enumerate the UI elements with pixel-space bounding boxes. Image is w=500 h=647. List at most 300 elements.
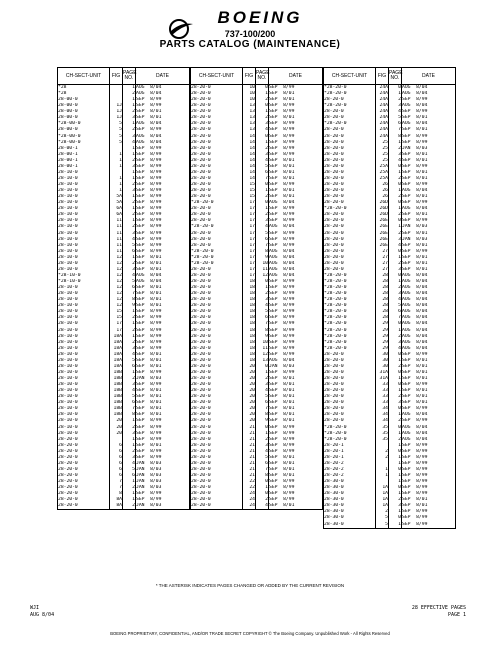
unit-cell: 28-30-0 (324, 491, 376, 497)
fig-cell: 20 (243, 400, 256, 406)
date-cell: SEP 8/99 (402, 443, 456, 449)
unit-cell: 28-20-0 (191, 231, 243, 237)
unit-cell: 28-20-0 (191, 346, 243, 352)
unit-cell: 28-20-0 (324, 152, 376, 158)
unit-cell: *28-20-0 (324, 437, 376, 443)
page-cell: 7 (123, 406, 136, 412)
page-cell: 4 (389, 243, 402, 249)
date-cell: SEP 8/99 (269, 425, 323, 431)
unit-cell: 28-20-2 (324, 467, 376, 473)
fig-cell: 18 (243, 321, 256, 327)
unit-cell: 28-20-0 (324, 218, 376, 224)
unit-cell: 28-20-0 (191, 443, 243, 449)
date-cell: SEP 8/99 (402, 382, 456, 388)
page-cell: 8 (123, 412, 136, 418)
fig-cell: 12 (110, 291, 123, 297)
unit-cell: 28-20-0 (58, 491, 110, 497)
fig-cell: 6 (110, 443, 123, 449)
date-cell: SEP 8/01 (269, 461, 323, 467)
unit-cell: 28-20-0 (191, 152, 243, 158)
page-cell: 2 (123, 158, 136, 164)
page-cell: 0 (389, 449, 402, 455)
fig-cell: 15 (110, 315, 123, 321)
unit-cell: 28-20-0 (324, 261, 376, 267)
fig-cell: 20 (110, 425, 123, 431)
unit-cell: 28-20-0 (191, 127, 243, 133)
fig-cell: 18 (243, 352, 256, 358)
page-cell: 6 (389, 309, 402, 315)
fig-cell: 10 (243, 91, 256, 97)
fig-cell: 25A (376, 170, 389, 176)
date-cell: SEP 8/99 (269, 479, 323, 485)
unit-cell: 28-20-0 (58, 443, 110, 449)
fig-cell: 15 (243, 182, 256, 188)
fig-cell: 26E (376, 218, 389, 224)
unit-cell: 28-20-0 (191, 291, 243, 297)
unit-cell: 28-20-0 (324, 182, 376, 188)
unit-cell: 28-20-0 (191, 321, 243, 327)
fig-cell: 1A (376, 497, 389, 503)
fig-cell: 5 (110, 121, 123, 127)
fig-cell: 5A (110, 200, 123, 206)
unit-cell: 28-20-0 (324, 388, 376, 394)
fig-cell: 28 (376, 273, 389, 279)
date-cell: SEP 8/99 (136, 334, 190, 340)
unit-cell: *28-20-0 (324, 425, 376, 431)
unit-cell: *28-20-0 (324, 206, 376, 212)
col-header-page: PAGE NO. (389, 68, 402, 85)
unit-cell: 28-20-0 (191, 85, 243, 92)
unit-cell: 28-20-0 (191, 303, 243, 309)
page-cell: 7 (389, 127, 402, 133)
fig-cell: 12 (110, 273, 123, 279)
fig-cell: 5 (376, 515, 389, 521)
effective-pages-table (57, 67, 190, 510)
page-cell: 5 (123, 243, 136, 249)
date-cell: SEP 8/99 (402, 352, 456, 358)
date-cell: SEP 8/01 (136, 267, 190, 273)
page-cell: 0 (256, 182, 269, 188)
fig-cell: 17 (243, 261, 256, 267)
page-cell: 1 (389, 206, 402, 212)
date-cell: SEP 8/99 (269, 297, 323, 303)
date-cell: AUG 8/04 (402, 285, 456, 291)
page-cell: 0 (389, 218, 402, 224)
col-header-date: DATE (402, 68, 456, 85)
page-cell: 1 (123, 334, 136, 340)
fig-cell: 6 (110, 473, 123, 479)
fig-cell: 18B (110, 406, 123, 412)
page-cell: 2 (256, 146, 269, 152)
page-cell: 9 (256, 334, 269, 340)
date-cell: AUG 8/04 (269, 273, 323, 279)
fig-cell: 17 (243, 218, 256, 224)
date-cell: SEP 8/99 (402, 479, 456, 485)
fig-cell: 34 (376, 412, 389, 418)
date-cell: AUG 8/04 (402, 340, 456, 346)
page-cell: 7 (123, 291, 136, 297)
page-cell: 1 (123, 121, 136, 127)
fig-cell: 2 (376, 509, 389, 515)
unit-cell: *28-20-0 (324, 334, 376, 340)
fig-cell: 13 (243, 121, 256, 127)
fig-cell: 27 (376, 255, 389, 261)
fig-cell: 20 (243, 376, 256, 382)
unit-cell: 28-00-0 (58, 109, 110, 115)
date-cell: SEP 8/99 (136, 176, 190, 182)
date-cell: AUG 8/04 (402, 273, 456, 279)
date-cell: JAN 8/03 (136, 479, 190, 485)
unit-cell: 28-20-0 (58, 497, 110, 503)
page-cell: 1 (123, 97, 136, 103)
unit-cell: 28-20-1 (324, 449, 376, 455)
fig-cell: 21 (243, 461, 256, 467)
unit-cell: 28-10-0 (58, 334, 110, 340)
fig-cell: 18 (243, 340, 256, 346)
date-cell: SEP 8/01 (269, 455, 323, 461)
page-cell: 12 (256, 352, 269, 358)
unit-cell: 28-20-0 (324, 237, 376, 243)
date-cell: SEP 8/99 (136, 194, 190, 200)
page-cell: 2 (123, 376, 136, 382)
unit-cell: 28-20-0 (324, 115, 376, 121)
fig-cell: 15 (243, 188, 256, 194)
fig-cell: 7 (110, 479, 123, 485)
fig-cell: 1 (110, 182, 123, 188)
unit-cell: 28-20-0 (191, 146, 243, 152)
unit-cell: 28-10-0 (58, 340, 110, 346)
unit-cell: 28-10-0 (58, 182, 110, 188)
date-cell: SEP 8/01 (136, 297, 190, 303)
page-cell: 0 (256, 103, 269, 109)
unit-cell: 28-20-0 (58, 479, 110, 485)
fig-cell: 6A (110, 212, 123, 218)
unit-cell: 28-10-0 (58, 237, 110, 243)
unit-cell: 28-20-0 (324, 97, 376, 103)
date-cell: SEP 8/01 (269, 394, 323, 400)
date-cell: SEP 8/99 (269, 370, 323, 376)
unit-cell: 28-20-1 (324, 443, 376, 449)
unit-cell: *28-20-0 (324, 285, 376, 291)
page-cell: 2 (123, 109, 136, 115)
date-cell: SEP 8/99 (136, 212, 190, 218)
date-cell: SEP 8/01 (269, 406, 323, 412)
page-cell: 7 (256, 406, 269, 412)
page-cell: 1 (389, 388, 402, 394)
unit-cell: 28-30-0 (324, 522, 376, 529)
date-cell: SEP 8/99 (269, 485, 323, 491)
date-cell: SEP 8/99 (136, 218, 190, 224)
date-cell: SEP 8/01 (269, 164, 323, 170)
unit-cell: 28-30-0 (324, 479, 376, 485)
fig-cell: 22 (243, 485, 256, 491)
date-cell: SEP 8/99 (136, 182, 190, 188)
fig-cell: 1A (376, 503, 389, 509)
date-cell: AUG 8/04 (269, 249, 323, 255)
date-cell: SEP 8/99 (136, 321, 190, 327)
date-cell: SEP 8/99 (269, 103, 323, 109)
date-cell: SEP 8/99 (136, 455, 190, 461)
fig-cell: 12 (110, 267, 123, 273)
page-cell: 6 (123, 473, 136, 479)
date-cell: SEP 8/01 (402, 176, 456, 182)
page-cell: 2 (123, 127, 136, 133)
unit-cell: 28-00-0 (58, 127, 110, 133)
fig-cell: 18 (243, 279, 256, 285)
unit-cell: 28-20-0 (58, 473, 110, 479)
unit-cell: 28-20-0 (191, 267, 243, 273)
fig-cell: 6A (110, 206, 123, 212)
fig-cell: 25A (376, 164, 389, 170)
page-cell: 2 (389, 285, 402, 291)
fig-cell: 29 (376, 334, 389, 340)
page-cell: 1 (123, 443, 136, 449)
fig-cell: 14 (243, 146, 256, 152)
date-cell: AUG 8/04 (136, 85, 190, 92)
page-cell: 1 (123, 491, 136, 497)
fig-cell: 17 (243, 255, 256, 261)
page-cell: 2 (123, 485, 136, 491)
fig-cell: 12 (110, 285, 123, 291)
date-cell: AUG 8/04 (269, 255, 323, 261)
fig-cell: 29 (376, 328, 389, 334)
date-cell: SEP 8/99 (269, 437, 323, 443)
page-cell: 1 (123, 370, 136, 376)
fig-cell: 29 (376, 340, 389, 346)
date-cell: SEP 8/01 (269, 376, 323, 382)
fig-cell: 24A (376, 121, 389, 127)
page-cell: 0 (256, 425, 269, 431)
page-cell: 5 (123, 358, 136, 364)
page-cell: 2 (389, 212, 402, 218)
unit-cell: 28-20-0 (191, 121, 243, 127)
fig-cell: 30 (376, 358, 389, 364)
page-cell: 4 (256, 224, 269, 230)
unit-cell: 28-20-1 (324, 455, 376, 461)
revision-date: AUG 8/04 (30, 612, 55, 618)
fig-cell: 17 (243, 267, 256, 273)
date-cell: SEP 8/99 (269, 182, 323, 188)
fig-cell: 24A (376, 134, 389, 140)
unit-cell: 28-20-0 (191, 412, 243, 418)
page-cell: 8 (389, 134, 402, 140)
fig-cell: 20 (110, 418, 123, 424)
unit-cell: 28-20-0 (324, 176, 376, 182)
page-cell: 2 (389, 437, 402, 443)
fig-cell: 30 (376, 352, 389, 358)
fig-cell: 11 (110, 224, 123, 230)
unit-cell: 28-10-0 (58, 376, 110, 382)
unit-cell: 28-20-0 (191, 115, 243, 121)
page-cell: 3 (123, 115, 136, 121)
fig-cell: 27 (376, 261, 389, 267)
document-code: WJI (30, 605, 40, 611)
page-cell: 2 (256, 376, 269, 382)
page-cell: 1 (123, 497, 136, 503)
fig-cell: 14 (243, 140, 256, 146)
unit-cell: 28-20-0 (191, 431, 243, 437)
fig-cell: 13 (243, 109, 256, 115)
fig-cell: 17 (243, 224, 256, 230)
page-cell: 2 (123, 425, 136, 431)
page-cell: 1 (389, 376, 402, 382)
unit-cell: 28-10-0 (58, 388, 110, 394)
unit-cell: 28-20-0 (191, 425, 243, 431)
effective-pages-label: 28 EFFECTIVE PAGES (411, 605, 466, 611)
page-cell: 0 (389, 467, 402, 473)
fig-cell: 18A (110, 334, 123, 340)
page-cell: 4 (256, 449, 269, 455)
fig-cell: 2 (376, 449, 389, 455)
date-cell: AUG 8/04 (402, 91, 456, 97)
unit-cell: *28-20-0 (324, 321, 376, 327)
unit-cell: 28-20-0 (324, 255, 376, 261)
unit-cell: 28-10-0 (58, 261, 110, 267)
date-cell: SEP 8/01 (402, 388, 456, 394)
date-cell: SEP 8/01 (269, 194, 323, 200)
fig-cell: 1J (110, 109, 123, 115)
page-cell: 4 (256, 158, 269, 164)
page-cell: 10 (256, 340, 269, 346)
fig-cell: 18A (110, 358, 123, 364)
unit-cell: 28-10-0 (58, 315, 110, 321)
date-cell: SEP 8/99 (269, 431, 323, 437)
col-header-fig: FIG (110, 68, 123, 85)
fig-cell: 24A (376, 115, 389, 121)
date-cell: AUG 8/04 (402, 412, 456, 418)
page-cell: 1 (389, 431, 402, 437)
fig-cell: 11 (110, 243, 123, 249)
date-cell: SEP 8/99 (269, 352, 323, 358)
page-cell: 0 (389, 273, 402, 279)
page-cell: 1 (389, 443, 402, 449)
unit-cell: 28-20-0 (324, 194, 376, 200)
date-cell: SEP 8/99 (402, 473, 456, 479)
unit-cell: 28-20-0 (191, 358, 243, 364)
unit-cell: 28-20-0 (191, 503, 243, 510)
page-cell: 4 (123, 461, 136, 467)
page-cell: 4 (389, 158, 402, 164)
col-header-unit: CH-SECT-UNIT (191, 68, 243, 85)
page-cell: 4 (256, 388, 269, 394)
date-cell: SEP 8/01 (136, 406, 190, 412)
date-cell: SEP 8/99 (269, 212, 323, 218)
unit-cell: 28-20-0 (58, 437, 110, 443)
page-cell: 0 (389, 485, 402, 491)
page-cell: 5 (123, 467, 136, 473)
fig-cell: 5 (110, 134, 123, 140)
date-cell: SEP 8/01 (136, 400, 190, 406)
unit-cell: 28-20-0 (191, 455, 243, 461)
unit-cell: *28-00-0 (58, 121, 110, 127)
date-cell: SEP 8/99 (402, 467, 456, 473)
unit-cell: 28-20-0 (191, 437, 243, 443)
fig-cell: 11 (110, 237, 123, 243)
page-cell: 3 (123, 231, 136, 237)
unit-cell: 28-20-2 (324, 473, 376, 479)
unit-cell: 28-20-0 (324, 158, 376, 164)
page-cell: 4 (123, 388, 136, 394)
date-cell: SEP 8/99 (136, 346, 190, 352)
unit-cell: 28-20-0 (191, 164, 243, 170)
date-cell: SEP 8/99 (136, 231, 190, 237)
fig-cell: 25A (376, 176, 389, 182)
unit-cell: 28-10-0 (58, 358, 110, 364)
page-cell: 1 (123, 321, 136, 327)
unit-cell: 28-10-0 (58, 231, 110, 237)
fig-cell: 5A (110, 194, 123, 200)
date-cell: SEP 8/99 (136, 164, 190, 170)
date-cell: SEP 8/01 (136, 255, 190, 261)
date-cell: SEP 8/99 (136, 328, 190, 334)
unit-cell: 28-20-0 (191, 352, 243, 358)
unit-cell: 28-20-0 (324, 400, 376, 406)
unit-cell: 28-10-0 (58, 285, 110, 291)
fig-cell: 25 (376, 140, 389, 146)
date-cell: JAN 8/03 (136, 485, 190, 491)
fig-cell: 21 (243, 455, 256, 461)
fig-cell: 24A (376, 91, 389, 97)
page-cell: 8 (256, 328, 269, 334)
fig-cell: 24 (243, 491, 256, 497)
page-cell: 9 (123, 303, 136, 309)
date-cell: SEP 8/01 (402, 400, 456, 406)
page-cell: 1 (389, 461, 402, 467)
page-cell: 5 (256, 309, 269, 315)
page-cell: 8 (256, 473, 269, 479)
unit-cell: 28-20-0 (191, 158, 243, 164)
table-row (58, 503, 190, 510)
page-cell: 2 (389, 231, 402, 237)
date-cell: SEP 8/99 (136, 491, 190, 497)
page-cell: 0 (256, 479, 269, 485)
unit-cell: 28-20-0 (324, 170, 376, 176)
date-cell: SEP 8/01 (136, 352, 190, 358)
fig-cell: 14 (243, 134, 256, 140)
page-cell: 5 (256, 164, 269, 170)
fig-cell: 25 (376, 158, 389, 164)
page-cell: 3 (389, 237, 402, 243)
fig-cell: 26E (376, 237, 389, 243)
page-cell: 6 (123, 364, 136, 370)
unit-cell: *28 (58, 85, 110, 92)
date-cell: SEP 8/01 (402, 255, 456, 261)
page-cell: 7 (256, 321, 269, 327)
date-cell: SEP 8/99 (269, 497, 323, 503)
date-cell: JAN 8/03 (136, 376, 190, 382)
date-cell: AUG 8/04 (402, 315, 456, 321)
unit-cell: 28-20-0 (324, 140, 376, 146)
unit-cell: 28-20-0 (191, 473, 243, 479)
date-cell: JAN 8/03 (136, 503, 190, 510)
unit-cell: 28-10-0 (58, 176, 110, 182)
fig-cell: 28 (376, 285, 389, 291)
page-cell: 2 (389, 261, 402, 267)
page-cell: 2 (389, 418, 402, 424)
fig-cell: 27 (376, 249, 389, 255)
fig-cell: 18B (110, 382, 123, 388)
unit-cell: 28-20-0 (58, 485, 110, 491)
unit-cell: 28-00-0 (58, 115, 110, 121)
date-cell: SEP 8/01 (269, 467, 323, 473)
unit-cell: 28-10-0 (58, 394, 110, 400)
unit-cell: 28-20-0 (191, 109, 243, 115)
unit-cell: 28-10-0 (58, 406, 110, 412)
page-cell: 2 (389, 364, 402, 370)
date-cell: SEP 8/99 (402, 218, 456, 224)
unit-cell: 28-20-0 (324, 146, 376, 152)
page-cell: 3 (123, 431, 136, 437)
